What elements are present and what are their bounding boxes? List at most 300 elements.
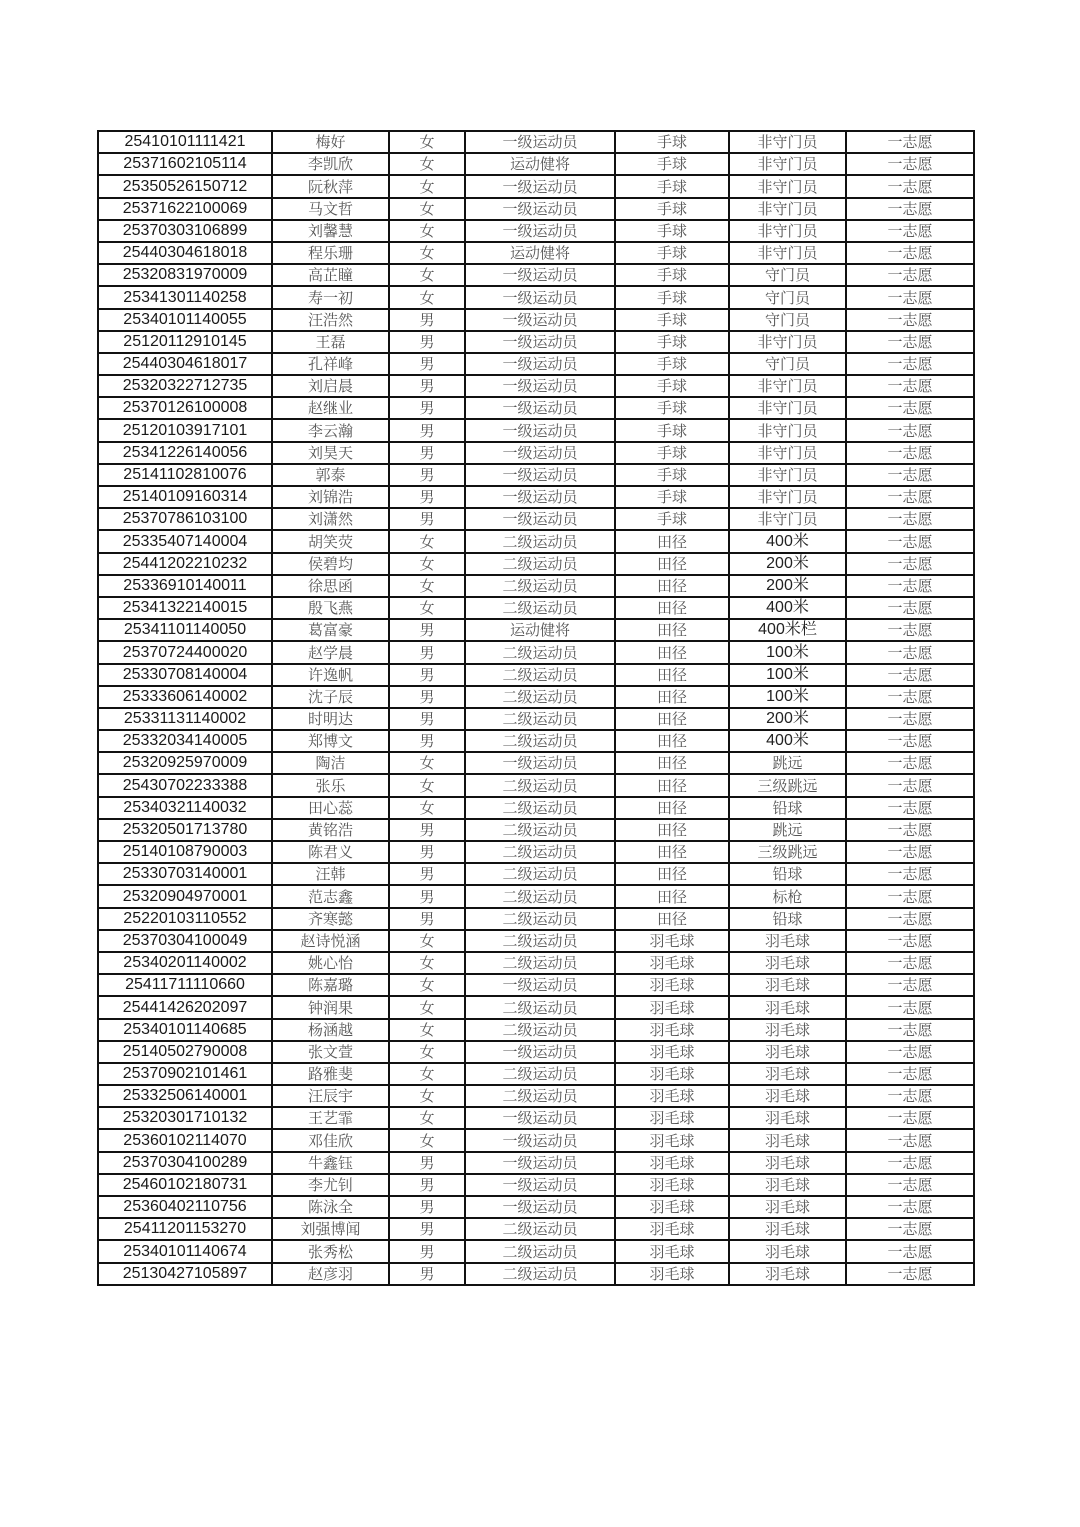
table-row xyxy=(98,198,974,220)
event-cell: 羽毛球 xyxy=(729,930,846,952)
gender-cell: 男 xyxy=(389,1174,465,1196)
preference-cell: 一志愿 xyxy=(846,797,974,819)
preference-cell: 一志愿 xyxy=(846,153,974,175)
event-cell: 羽毛球 xyxy=(729,1263,846,1285)
sport-cell: 羽毛球 xyxy=(615,1041,729,1063)
candidate-id-cell: 25410101111421 xyxy=(98,131,272,153)
gender-cell: 女 xyxy=(389,930,465,952)
event-cell: 羽毛球 xyxy=(729,1085,846,1107)
preference-cell: 一志愿 xyxy=(846,530,974,552)
gender-cell: 男 xyxy=(389,863,465,885)
preference-cell: 一志愿 xyxy=(846,419,974,441)
preference-cell: 一志愿 xyxy=(846,619,974,641)
event-cell: 非守门员 xyxy=(729,198,846,220)
gender-cell: 男 xyxy=(389,442,465,464)
table-row xyxy=(98,1063,974,1085)
event-cell: 400米 xyxy=(729,730,846,752)
name-cell: 赵诗悦涵 xyxy=(272,930,389,952)
table-row xyxy=(98,619,974,641)
gender-cell: 女 xyxy=(389,996,465,1018)
candidate-id-cell: 25331131140002 xyxy=(98,708,272,730)
name-cell: 时明达 xyxy=(272,708,389,730)
event-cell: 100米 xyxy=(729,686,846,708)
preference-cell: 一志愿 xyxy=(846,309,974,331)
athlete-level-cell: 二级运动员 xyxy=(465,553,615,575)
athlete-level-cell: 一级运动员 xyxy=(465,375,615,397)
gender-cell: 女 xyxy=(389,774,465,796)
candidate-id-cell: 25370724400020 xyxy=(98,641,272,663)
preference-cell: 一志愿 xyxy=(846,1218,974,1240)
gender-cell: 男 xyxy=(389,1196,465,1218)
name-cell: 刘启晨 xyxy=(272,375,389,397)
event-cell: 三级跳远 xyxy=(729,841,846,863)
event-cell: 羽毛球 xyxy=(729,1174,846,1196)
name-cell: 刘锦浩 xyxy=(272,486,389,508)
athlete-level-cell: 二级运动员 xyxy=(465,863,615,885)
table-row xyxy=(98,1263,974,1285)
athlete-level-cell: 一级运动员 xyxy=(465,220,615,242)
preference-cell: 一志愿 xyxy=(846,1063,974,1085)
candidate-id-cell: 25441426202097 xyxy=(98,996,272,1018)
table-row xyxy=(98,508,974,530)
sport-cell: 手球 xyxy=(615,331,729,353)
name-cell: 陈嘉璐 xyxy=(272,974,389,996)
candidate-id-cell: 25320301710132 xyxy=(98,1107,272,1129)
athlete-level-cell: 二级运动员 xyxy=(465,819,615,841)
table-row xyxy=(98,242,974,264)
candidate-id-cell: 25341322140015 xyxy=(98,597,272,619)
event-cell: 羽毛球 xyxy=(729,1063,846,1085)
gender-cell: 男 xyxy=(389,885,465,907)
preference-cell: 一志愿 xyxy=(846,175,974,197)
gender-cell: 男 xyxy=(389,619,465,641)
preference-cell: 一志愿 xyxy=(846,1085,974,1107)
preference-cell: 一志愿 xyxy=(846,375,974,397)
event-cell: 非守门员 xyxy=(729,131,846,153)
table-row xyxy=(98,175,974,197)
name-cell: 张秀松 xyxy=(272,1240,389,1262)
table-row xyxy=(98,286,974,308)
athlete-level-cell: 一级运动员 xyxy=(465,508,615,530)
event-cell: 铅球 xyxy=(729,863,846,885)
athlete-level-cell: 一级运动员 xyxy=(465,397,615,419)
table-row xyxy=(98,597,974,619)
preference-cell: 一志愿 xyxy=(846,597,974,619)
table-row xyxy=(98,841,974,863)
event-cell: 200米 xyxy=(729,553,846,575)
candidate-id-cell: 25340101140055 xyxy=(98,309,272,331)
athlete-level-cell: 二级运动员 xyxy=(465,730,615,752)
candidate-id-cell: 25141102810076 xyxy=(98,464,272,486)
sport-cell: 手球 xyxy=(615,397,729,419)
gender-cell: 男 xyxy=(389,331,465,353)
athlete-level-cell: 二级运动员 xyxy=(465,1063,615,1085)
name-cell: 刘潇然 xyxy=(272,508,389,530)
preference-cell: 一志愿 xyxy=(846,641,974,663)
event-cell: 羽毛球 xyxy=(729,952,846,974)
athlete-level-cell: 二级运动员 xyxy=(465,885,615,907)
event-cell: 非守门员 xyxy=(729,220,846,242)
name-cell: 侯碧均 xyxy=(272,553,389,575)
table-row xyxy=(98,863,974,885)
sport-cell: 羽毛球 xyxy=(615,1063,729,1085)
preference-cell: 一志愿 xyxy=(846,286,974,308)
athlete-level-cell: 二级运动员 xyxy=(465,908,615,930)
preference-cell: 一志愿 xyxy=(846,464,974,486)
athlete-level-cell: 一级运动员 xyxy=(465,1196,615,1218)
table-row xyxy=(98,220,974,242)
sport-cell: 田径 xyxy=(615,575,729,597)
name-cell: 程乐珊 xyxy=(272,242,389,264)
sport-cell: 手球 xyxy=(615,442,729,464)
sport-cell: 田径 xyxy=(615,619,729,641)
sport-cell: 羽毛球 xyxy=(615,1196,729,1218)
sport-cell: 羽毛球 xyxy=(615,952,729,974)
sport-cell: 田径 xyxy=(615,841,729,863)
gender-cell: 男 xyxy=(389,486,465,508)
table-row xyxy=(98,752,974,774)
name-cell: 寿一初 xyxy=(272,286,389,308)
candidate-id-cell: 25350526150712 xyxy=(98,175,272,197)
athlete-level-cell: 运动健将 xyxy=(465,242,615,264)
candidate-id-cell: 25320831970009 xyxy=(98,264,272,286)
athlete-level-cell: 一级运动员 xyxy=(465,1152,615,1174)
athlete-level-cell: 一级运动员 xyxy=(465,974,615,996)
candidate-id-cell: 25411711110660 xyxy=(98,974,272,996)
gender-cell: 男 xyxy=(389,375,465,397)
table-row xyxy=(98,1107,974,1129)
event-cell: 铅球 xyxy=(729,797,846,819)
preference-cell: 一志愿 xyxy=(846,1107,974,1129)
sport-cell: 手球 xyxy=(615,198,729,220)
event-cell: 羽毛球 xyxy=(729,1240,846,1262)
event-cell: 羽毛球 xyxy=(729,1019,846,1041)
athlete-level-cell: 一级运动员 xyxy=(465,752,615,774)
event-cell: 羽毛球 xyxy=(729,996,846,1018)
name-cell: 殷飞燕 xyxy=(272,597,389,619)
sport-cell: 手球 xyxy=(615,464,729,486)
athlete-level-cell: 一级运动员 xyxy=(465,309,615,331)
table-row xyxy=(98,1041,974,1063)
candidate-id-cell: 25130427105897 xyxy=(98,1263,272,1285)
name-cell: 阮秋萍 xyxy=(272,175,389,197)
athlete-level-cell: 运动健将 xyxy=(465,153,615,175)
candidate-id-cell: 25333606140002 xyxy=(98,686,272,708)
sport-cell: 羽毛球 xyxy=(615,930,729,952)
sport-cell: 田径 xyxy=(615,885,729,907)
gender-cell: 女 xyxy=(389,220,465,242)
sport-cell: 田径 xyxy=(615,530,729,552)
athlete-level-cell: 二级运动员 xyxy=(465,1085,615,1107)
athlete-level-cell: 一级运动员 xyxy=(465,131,615,153)
table-row xyxy=(98,1196,974,1218)
name-cell: 陈君义 xyxy=(272,841,389,863)
athlete-level-cell: 运动健将 xyxy=(465,619,615,641)
name-cell: 李云瀚 xyxy=(272,419,389,441)
sport-cell: 手球 xyxy=(615,220,729,242)
gender-cell: 女 xyxy=(389,264,465,286)
name-cell: 郑博文 xyxy=(272,730,389,752)
candidate-id-cell: 25371622100069 xyxy=(98,198,272,220)
athlete-level-cell: 二级运动员 xyxy=(465,575,615,597)
preference-cell: 一志愿 xyxy=(846,686,974,708)
table-row xyxy=(98,375,974,397)
name-cell: 钟润果 xyxy=(272,996,389,1018)
preference-cell: 一志愿 xyxy=(846,664,974,686)
gender-cell: 男 xyxy=(389,353,465,375)
athlete-level-cell: 一级运动员 xyxy=(465,419,615,441)
event-cell: 标枪 xyxy=(729,885,846,907)
candidate-id-cell: 25341226140056 xyxy=(98,442,272,464)
gender-cell: 女 xyxy=(389,752,465,774)
event-cell: 羽毛球 xyxy=(729,1129,846,1151)
athlete-level-cell: 一级运动员 xyxy=(465,1107,615,1129)
candidate-id-cell: 25430702233388 xyxy=(98,774,272,796)
table-row xyxy=(98,486,974,508)
table-row xyxy=(98,331,974,353)
name-cell: 郭泰 xyxy=(272,464,389,486)
sport-cell: 田径 xyxy=(615,597,729,619)
preference-cell: 一志愿 xyxy=(846,131,974,153)
preference-cell: 一志愿 xyxy=(846,220,974,242)
athlete-level-cell: 二级运动员 xyxy=(465,1240,615,1262)
event-cell: 非守门员 xyxy=(729,175,846,197)
athlete-level-cell: 二级运动员 xyxy=(465,708,615,730)
name-cell: 许逸帆 xyxy=(272,664,389,686)
sport-cell: 手球 xyxy=(615,375,729,397)
gender-cell: 女 xyxy=(389,974,465,996)
table-row xyxy=(98,641,974,663)
name-cell: 李尤钊 xyxy=(272,1174,389,1196)
athlete-level-cell: 二级运动员 xyxy=(465,841,615,863)
preference-cell: 一志愿 xyxy=(846,353,974,375)
name-cell: 王艺霏 xyxy=(272,1107,389,1129)
athlete-level-cell: 一级运动员 xyxy=(465,198,615,220)
preference-cell: 一志愿 xyxy=(846,242,974,264)
table-row xyxy=(98,442,974,464)
preference-cell: 一志愿 xyxy=(846,974,974,996)
preference-cell: 一志愿 xyxy=(846,264,974,286)
athlete-level-cell: 二级运动员 xyxy=(465,664,615,686)
name-cell: 赵学晨 xyxy=(272,641,389,663)
gender-cell: 女 xyxy=(389,198,465,220)
event-cell: 非守门员 xyxy=(729,242,846,264)
gender-cell: 男 xyxy=(389,508,465,530)
name-cell: 赵彦羽 xyxy=(272,1263,389,1285)
name-cell: 邓佳欣 xyxy=(272,1129,389,1151)
candidate-id-cell: 25332506140001 xyxy=(98,1085,272,1107)
event-cell: 非守门员 xyxy=(729,442,846,464)
athlete-level-cell: 二级运动员 xyxy=(465,686,615,708)
candidate-id-cell: 25370303106899 xyxy=(98,220,272,242)
sport-cell: 田径 xyxy=(615,908,729,930)
event-cell: 400米 xyxy=(729,597,846,619)
preference-cell: 一志愿 xyxy=(846,442,974,464)
name-cell: 姚心怡 xyxy=(272,952,389,974)
candidate-id-cell: 25370902101461 xyxy=(98,1063,272,1085)
sport-cell: 羽毛球 xyxy=(615,1174,729,1196)
event-cell: 羽毛球 xyxy=(729,1152,846,1174)
table-row xyxy=(98,1218,974,1240)
preference-cell: 一志愿 xyxy=(846,508,974,530)
sport-cell: 手球 xyxy=(615,353,729,375)
candidate-id-cell: 25440304618017 xyxy=(98,353,272,375)
gender-cell: 女 xyxy=(389,1019,465,1041)
sport-cell: 羽毛球 xyxy=(615,1019,729,1041)
table-row xyxy=(98,885,974,907)
preference-cell: 一志愿 xyxy=(846,952,974,974)
name-cell: 齐寒懿 xyxy=(272,908,389,930)
event-cell: 羽毛球 xyxy=(729,1107,846,1129)
table-row xyxy=(98,1129,974,1151)
gender-cell: 男 xyxy=(389,419,465,441)
candidate-id-cell: 25332034140005 xyxy=(98,730,272,752)
sport-cell: 羽毛球 xyxy=(615,1218,729,1240)
candidate-id-cell: 25330703140001 xyxy=(98,863,272,885)
sport-cell: 手球 xyxy=(615,309,729,331)
preference-cell: 一志愿 xyxy=(846,885,974,907)
gender-cell: 男 xyxy=(389,1218,465,1240)
gender-cell: 女 xyxy=(389,597,465,619)
table-row xyxy=(98,730,974,752)
name-cell: 胡笑荧 xyxy=(272,530,389,552)
candidate-id-cell: 25441202210232 xyxy=(98,553,272,575)
name-cell: 范志鑫 xyxy=(272,885,389,907)
candidate-id-cell: 25360102114070 xyxy=(98,1129,272,1151)
name-cell: 刘馨慧 xyxy=(272,220,389,242)
name-cell: 赵继业 xyxy=(272,397,389,419)
preference-cell: 一志愿 xyxy=(846,1129,974,1151)
athlete-level-cell: 一级运动员 xyxy=(465,331,615,353)
sport-cell: 田径 xyxy=(615,686,729,708)
sport-cell: 田径 xyxy=(615,641,729,663)
gender-cell: 男 xyxy=(389,309,465,331)
candidate-id-cell: 25120112910145 xyxy=(98,331,272,353)
candidate-id-cell: 25440304618018 xyxy=(98,242,272,264)
athlete-level-cell: 一级运动员 xyxy=(465,1129,615,1151)
candidate-id-cell: 25220103110552 xyxy=(98,908,272,930)
name-cell: 汪浩然 xyxy=(272,309,389,331)
name-cell: 刘强博闻 xyxy=(272,1218,389,1240)
table-row xyxy=(98,819,974,841)
name-cell: 汪辰宇 xyxy=(272,1085,389,1107)
athlete-level-cell: 二级运动员 xyxy=(465,1263,615,1285)
table-row xyxy=(98,797,974,819)
name-cell: 陶洁 xyxy=(272,752,389,774)
event-cell: 400米栏 xyxy=(729,619,846,641)
sport-cell: 手球 xyxy=(615,175,729,197)
gender-cell: 女 xyxy=(389,575,465,597)
athlete-level-cell: 一级运动员 xyxy=(465,353,615,375)
roster-body xyxy=(98,131,974,1285)
gender-cell: 女 xyxy=(389,530,465,552)
event-cell: 铅球 xyxy=(729,908,846,930)
name-cell: 高芷瞳 xyxy=(272,264,389,286)
preference-cell: 一志愿 xyxy=(846,1041,974,1063)
gender-cell: 男 xyxy=(389,708,465,730)
table-row xyxy=(98,974,974,996)
sport-cell: 手球 xyxy=(615,286,729,308)
gender-cell: 女 xyxy=(389,1085,465,1107)
athlete-level-cell: 一级运动员 xyxy=(465,486,615,508)
gender-cell: 男 xyxy=(389,730,465,752)
event-cell: 羽毛球 xyxy=(729,1218,846,1240)
candidate-id-cell: 25370304100049 xyxy=(98,930,272,952)
event-cell: 三级跳远 xyxy=(729,774,846,796)
candidate-id-cell: 25320322712735 xyxy=(98,375,272,397)
table-row xyxy=(98,464,974,486)
candidate-id-cell: 25120103917101 xyxy=(98,419,272,441)
preference-cell: 一志愿 xyxy=(846,863,974,885)
preference-cell: 一志愿 xyxy=(846,730,974,752)
athlete-level-cell: 一级运动员 xyxy=(465,264,615,286)
candidate-id-cell: 25370126100008 xyxy=(98,397,272,419)
name-cell: 张文萱 xyxy=(272,1041,389,1063)
sport-cell: 田径 xyxy=(615,752,729,774)
sport-cell: 羽毛球 xyxy=(615,1085,729,1107)
candidate-id-cell: 25320925970009 xyxy=(98,752,272,774)
event-cell: 非守门员 xyxy=(729,419,846,441)
preference-cell: 一志愿 xyxy=(846,708,974,730)
event-cell: 非守门员 xyxy=(729,153,846,175)
preference-cell: 一志愿 xyxy=(846,553,974,575)
name-cell: 徐思函 xyxy=(272,575,389,597)
candidate-id-cell: 25320501713780 xyxy=(98,819,272,841)
preference-cell: 一志愿 xyxy=(846,908,974,930)
event-cell: 非守门员 xyxy=(729,464,846,486)
table-row xyxy=(98,1085,974,1107)
preference-cell: 一志愿 xyxy=(846,1240,974,1262)
event-cell: 羽毛球 xyxy=(729,1196,846,1218)
event-cell: 200米 xyxy=(729,575,846,597)
gender-cell: 女 xyxy=(389,797,465,819)
athlete-level-cell: 二级运动员 xyxy=(465,641,615,663)
table-row xyxy=(98,774,974,796)
sport-cell: 田径 xyxy=(615,664,729,686)
event-cell: 400米 xyxy=(729,530,846,552)
preference-cell: 一志愿 xyxy=(846,1263,974,1285)
preference-cell: 一志愿 xyxy=(846,774,974,796)
event-cell: 跳远 xyxy=(729,752,846,774)
event-cell: 守门员 xyxy=(729,353,846,375)
preference-cell: 一志愿 xyxy=(846,841,974,863)
gender-cell: 女 xyxy=(389,1129,465,1151)
preference-cell: 一志愿 xyxy=(846,752,974,774)
gender-cell: 女 xyxy=(389,1107,465,1129)
name-cell: 田心蕊 xyxy=(272,797,389,819)
candidate-id-cell: 25140109160314 xyxy=(98,486,272,508)
preference-cell: 一志愿 xyxy=(846,996,974,1018)
athlete-level-cell: 二级运动员 xyxy=(465,597,615,619)
gender-cell: 男 xyxy=(389,397,465,419)
candidate-id-cell: 25330708140004 xyxy=(98,664,272,686)
name-cell: 张乐 xyxy=(272,774,389,796)
name-cell: 汪韩 xyxy=(272,863,389,885)
athlete-level-cell: 二级运动员 xyxy=(465,1218,615,1240)
table-row xyxy=(98,1152,974,1174)
gender-cell: 女 xyxy=(389,153,465,175)
event-cell: 羽毛球 xyxy=(729,1041,846,1063)
gender-cell: 男 xyxy=(389,641,465,663)
athlete-level-cell: 二级运动员 xyxy=(465,930,615,952)
candidate-id-cell: 25370786103100 xyxy=(98,508,272,530)
gender-cell: 男 xyxy=(389,841,465,863)
gender-cell: 女 xyxy=(389,286,465,308)
candidate-id-cell: 25371602105114 xyxy=(98,153,272,175)
table-row xyxy=(98,153,974,175)
preference-cell: 一志愿 xyxy=(846,575,974,597)
table-row xyxy=(98,1019,974,1041)
